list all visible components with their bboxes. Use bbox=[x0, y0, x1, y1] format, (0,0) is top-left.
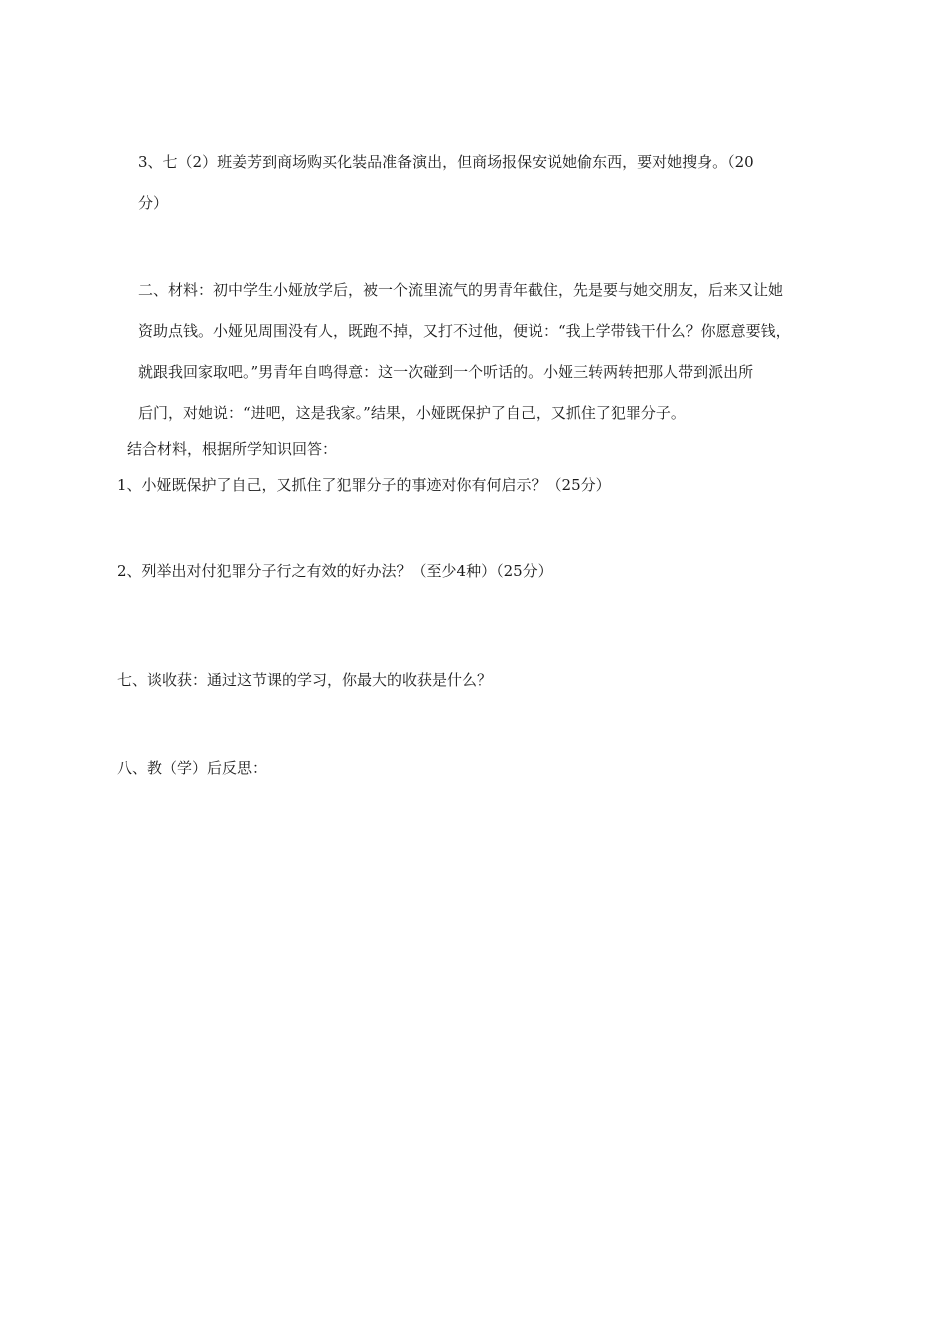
question-3-line-2: 分） bbox=[138, 194, 169, 212]
material-line-1: 二、材料：初中学生小娅放学后，被一个流里流气的男青年截住，先是要与她交朋友，后来又让她 bbox=[138, 281, 784, 299]
section-7-harvest: 七、谈收获：通过这节课的学习，你最大的收获是什么？ bbox=[117, 671, 493, 689]
question-1: 1、小娅既保护了自己，又抓住了犯罪分子的事迹对你有何启示？（25分） bbox=[117, 476, 611, 494]
question-3-line-1: 3、七（2）班姜芳到商场购买化装品准备演出，但商场报保安说她偷东西，要对她搜身。（20 bbox=[138, 153, 754, 171]
material-line-3: 就跟我回家取吧。”男青年自鸣得意：这一次碰到一个听话的。小娅三转两转把那人带到派出所 bbox=[138, 363, 754, 381]
combine-instruction: 结合材料，根据所学知识回答： bbox=[127, 440, 338, 458]
material-line-2: 资助点钱。小娅见周围没有人，既跑不掉，又打不过他，便说：“我上学带钱干什么？你愿意要钱， bbox=[138, 322, 791, 340]
section-8-reflection: 八、教（学）后反思： bbox=[117, 759, 268, 777]
question-2: 2、列举出对付犯罪分子行之有效的好办法？（至少4种）（25分） bbox=[117, 562, 553, 580]
material-line-4: 后门，对她说：“进吧，这是我家。”结果，小娅既保护了自己，又抓住了犯罪分子。 bbox=[138, 404, 686, 422]
